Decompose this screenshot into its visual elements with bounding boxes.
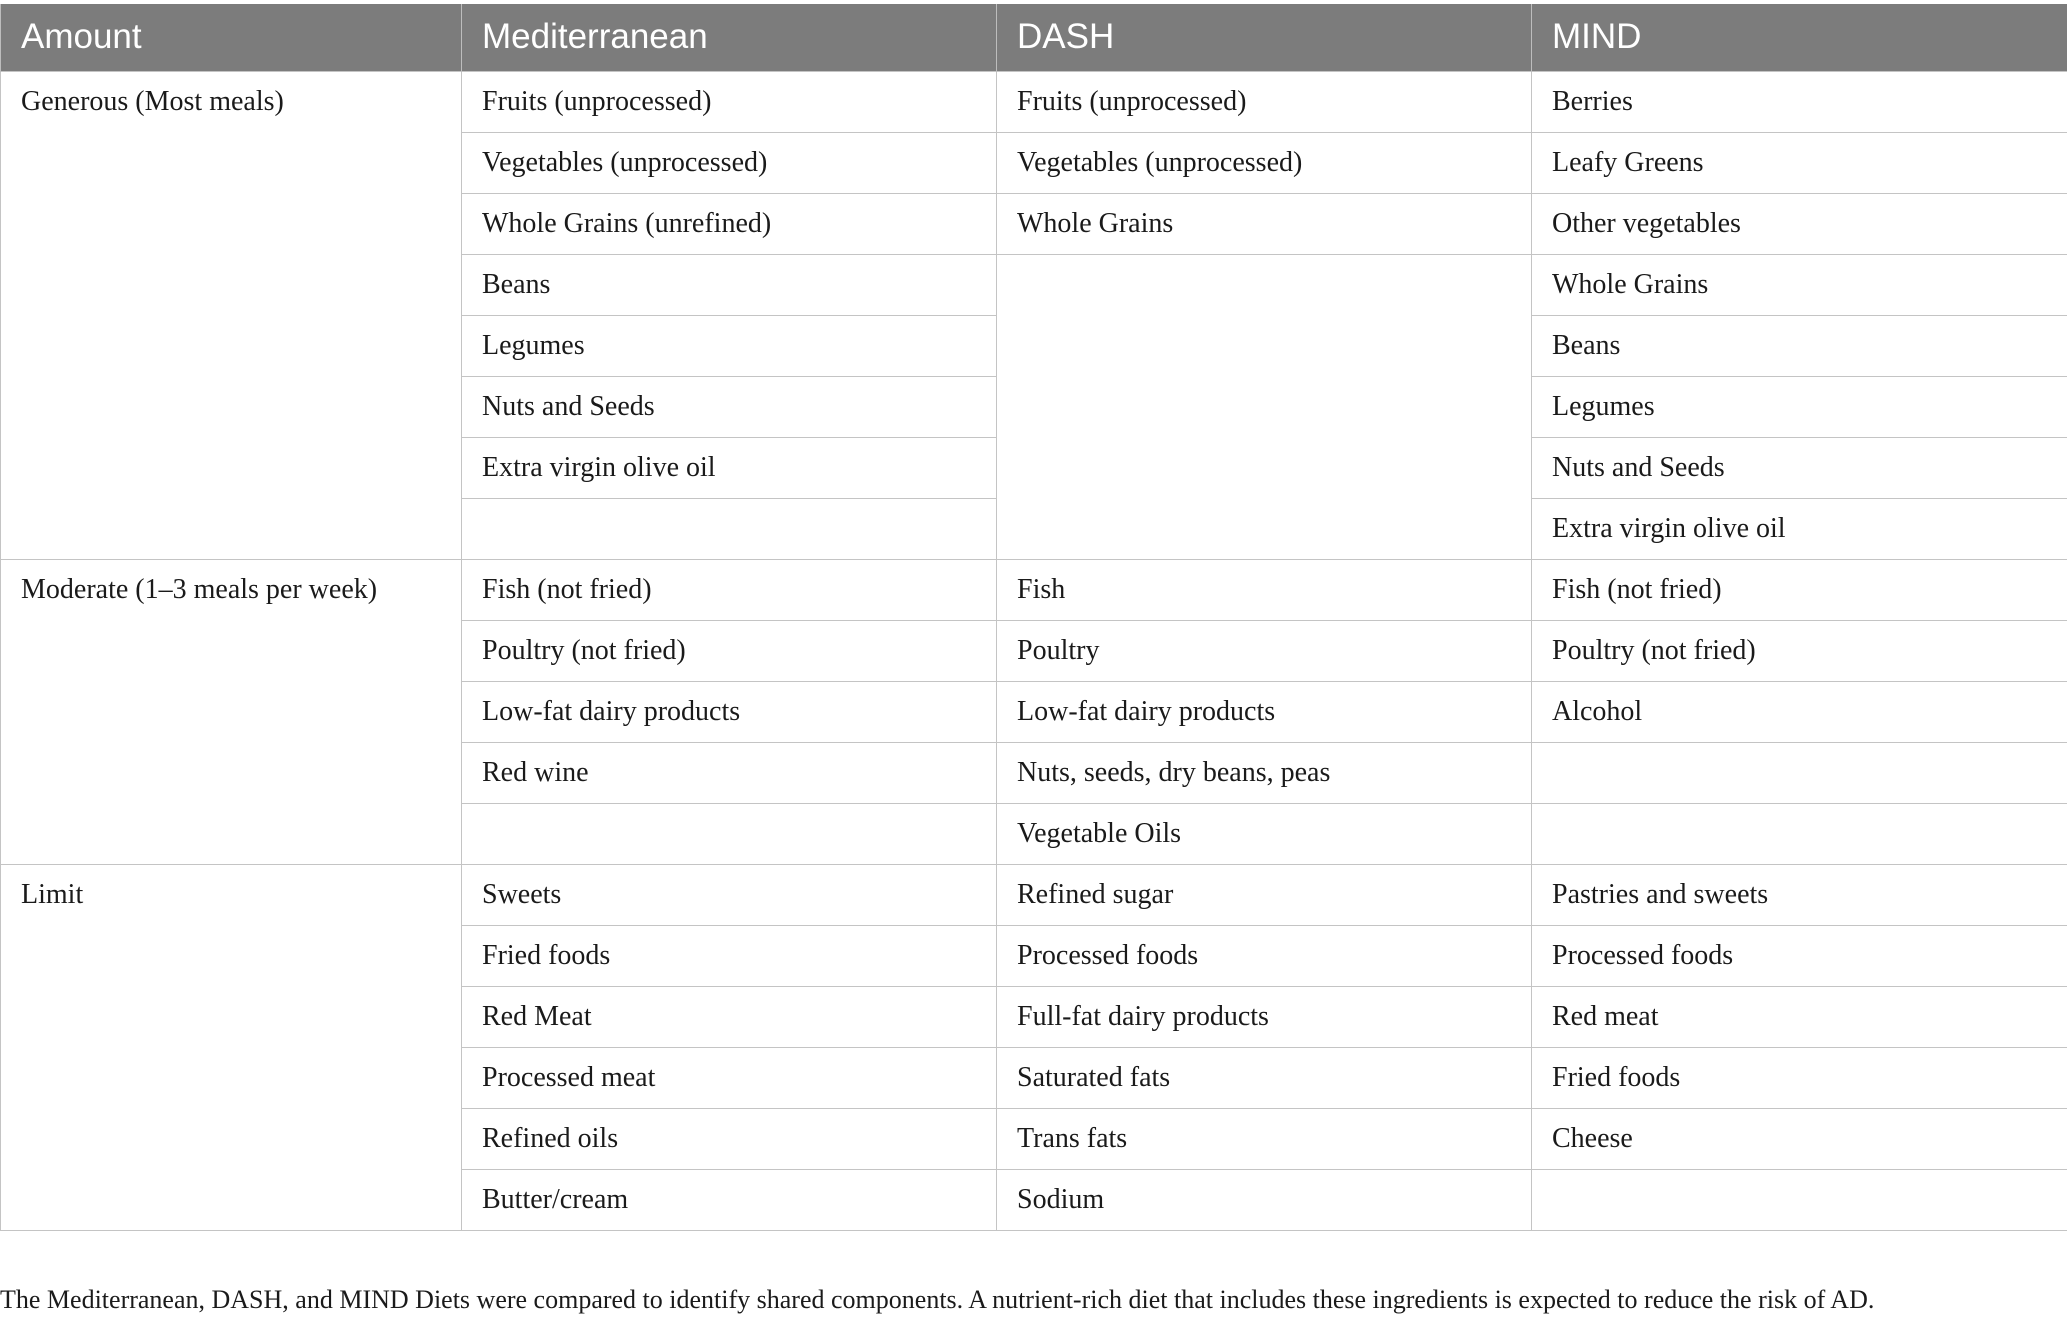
mediterranean-cell: Beans (462, 254, 997, 315)
mediterranean-cell: Low-fat dairy products (462, 681, 997, 742)
mediterranean-cell: Nuts and Seeds (462, 376, 997, 437)
mediterranean-cell: Fried foods (462, 925, 997, 986)
header-mediterranean: Mediterranean (462, 4, 997, 71)
table-row (1, 71, 2067, 132)
mind-cell: Extra virgin olive oil (1532, 498, 2067, 559)
mind-cell: Leafy Greens (1532, 132, 2067, 193)
dash-cell: Saturated fats (997, 1047, 1532, 1108)
dash-cell: Full-fat dairy products (997, 986, 1532, 1047)
mind-cell: Pastries and sweets (1532, 864, 2067, 925)
diet-comparison-table (0, 4, 2067, 1231)
amount-cell-limit: Limit (1, 864, 462, 1230)
mediterranean-cell: Refined oils (462, 1108, 997, 1169)
dash-cell: Nuts, seeds, dry beans, peas (997, 742, 1532, 803)
mind-cell: Beans (1532, 315, 2067, 376)
mind-cell: Fried foods (1532, 1047, 2067, 1108)
header-mind: MIND (1532, 4, 2067, 71)
table-row (1, 864, 2067, 925)
mediterranean-cell: Red Meat (462, 986, 997, 1047)
mind-cell: Whole Grains (1532, 254, 2067, 315)
table-row (1, 559, 2067, 620)
mind-cell (1532, 1169, 2067, 1230)
mediterranean-cell: Processed meat (462, 1047, 997, 1108)
dash-cell: Refined sugar (997, 864, 1532, 925)
mind-cell (1532, 742, 2067, 803)
mind-cell: Processed foods (1532, 925, 2067, 986)
header-dash: DASH (997, 4, 1532, 71)
mediterranean-cell: Fish (not fried) (462, 559, 997, 620)
mind-cell: Nuts and Seeds (1532, 437, 2067, 498)
amount-cell-moderate: Moderate (1–3 meals per week) (1, 559, 462, 864)
dash-cell: Whole Grains (997, 193, 1532, 254)
mind-cell: Berries (1532, 71, 2067, 132)
mediterranean-cell (462, 803, 997, 864)
table-footnote: The Mediterranean, DASH, and MIND Diets were compared to identify shared components. A nutrient-rich diet that includes these ingredients is expected to reduce the risk of AD. (0, 1285, 1875, 1314)
header-amount: Amount (1, 4, 462, 71)
mediterranean-cell: Butter/cream (462, 1169, 997, 1230)
mind-cell: Red meat (1532, 986, 2067, 1047)
mediterranean-cell (462, 498, 997, 559)
dash-cell: Processed foods (997, 925, 1532, 986)
mediterranean-cell: Extra virgin olive oil (462, 437, 997, 498)
dash-cell: Sodium (997, 1169, 1532, 1230)
mind-cell: Alcohol (1532, 681, 2067, 742)
mediterranean-cell: Vegetables (unprocessed) (462, 132, 997, 193)
table-container (0, 4, 2067, 1231)
amount-cell-generous: Generous (Most meals) (1, 71, 462, 559)
header-row (1, 4, 2067, 71)
mind-cell: Legumes (1532, 376, 2067, 437)
dash-cell: Fruits (unprocessed) (997, 71, 1532, 132)
mediterranean-cell: Legumes (462, 315, 997, 376)
mediterranean-cell: Poultry (not fried) (462, 620, 997, 681)
mind-cell: Fish (not fried) (1532, 559, 2067, 620)
mediterranean-cell: Red wine (462, 742, 997, 803)
dash-cell: Low-fat dairy products (997, 681, 1532, 742)
mind-cell: Other vegetables (1532, 193, 2067, 254)
mediterranean-cell: Whole Grains (unrefined) (462, 193, 997, 254)
mind-cell: Poultry (not fried) (1532, 620, 2067, 681)
mediterranean-cell: Fruits (unprocessed) (462, 71, 997, 132)
dash-empty-cell (997, 254, 1532, 559)
mind-cell (1532, 803, 2067, 864)
dash-cell: Trans fats (997, 1108, 1532, 1169)
mind-cell: Cheese (1532, 1108, 2067, 1169)
dash-cell: Vegetables (unprocessed) (997, 132, 1532, 193)
dash-cell: Fish (997, 559, 1532, 620)
dash-cell: Poultry (997, 620, 1532, 681)
dash-cell: Vegetable Oils (997, 803, 1532, 864)
mediterranean-cell: Sweets (462, 864, 997, 925)
